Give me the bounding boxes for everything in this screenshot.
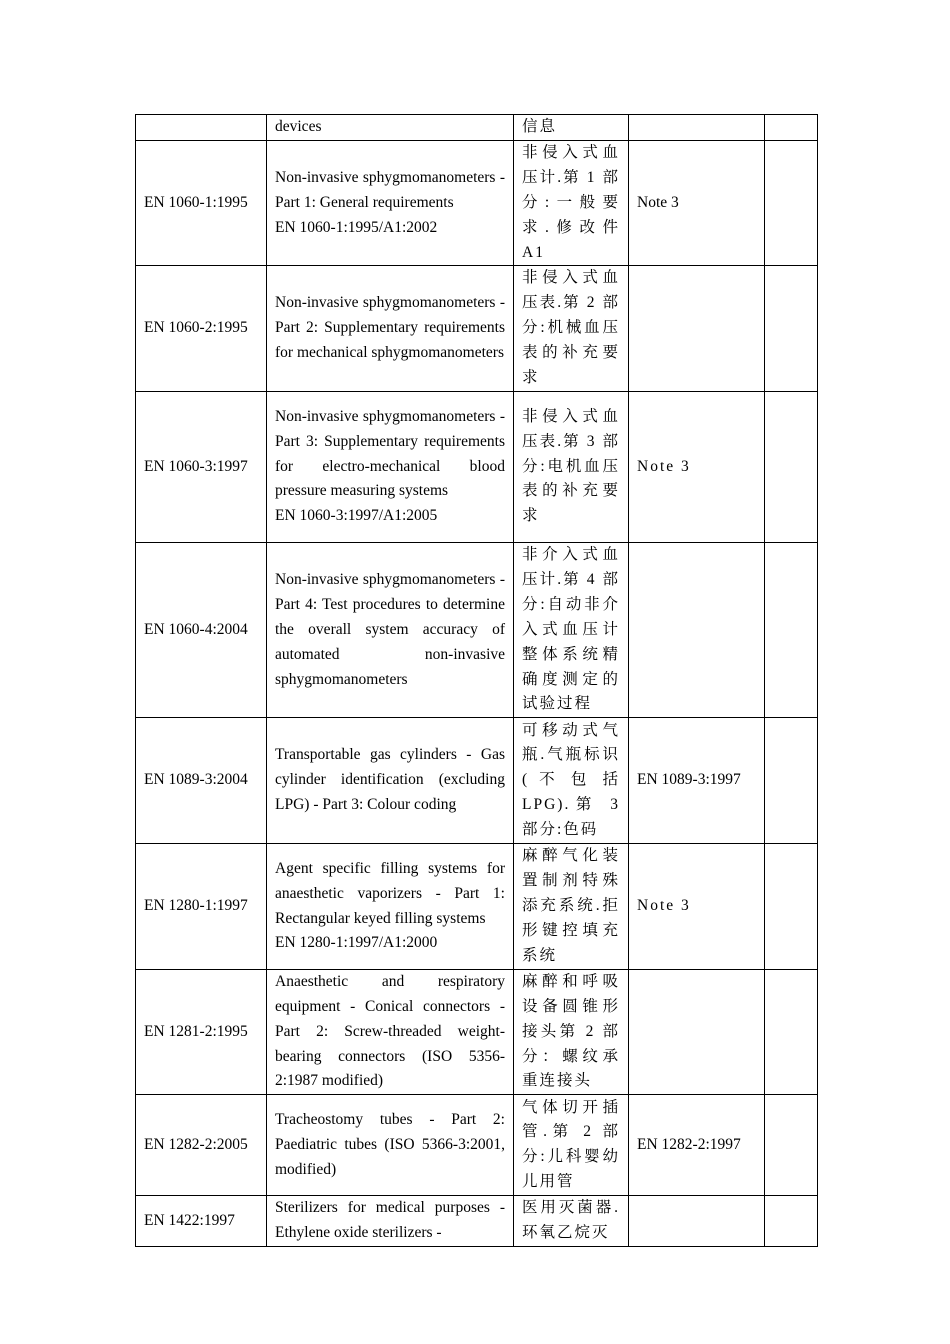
standard-code-cell: EN 1089-3:2004 xyxy=(136,718,267,844)
remarks-cell xyxy=(765,1095,818,1196)
table-row xyxy=(136,115,818,141)
chinese-title-line: 非侵入式血压表.第 2 部分:机械血压表的补充要求 xyxy=(522,269,620,387)
english-title-line: EN 1060-3:1997/A1:2005 xyxy=(275,507,438,525)
chinese-title-line: 麻醉和呼吸设备圆锥形接头第 2 部分：螺纹承重连接头 xyxy=(522,972,620,1090)
remarks-cell xyxy=(765,1196,818,1247)
english-title-cell xyxy=(267,391,514,542)
english-title-line: Non-invasive sphygmomanometers - Part 1: General requirements xyxy=(275,168,505,211)
standard-code-cell: EN 1282-2:2005 xyxy=(136,1095,267,1196)
standard-code-cell: EN 1060-2:1995 xyxy=(136,266,267,392)
chinese-title-cell xyxy=(514,844,629,970)
english-title-cell xyxy=(267,844,514,970)
table-row xyxy=(136,844,818,970)
chinese-title-line: 麻醉气化装置制剂特殊添充系统.拒形键控填充系统 xyxy=(522,847,620,964)
replaced-standard-cell xyxy=(629,969,765,1095)
chinese-title-line: 非介入式血压计.第 4 部分:自动非介入式血压计整体系统精确度测定的试验过程 xyxy=(522,545,620,713)
english-title-line: Non-invasive sphygmomanometers - Part 3: Supplementary requirements for electro-mechanical blood pressure measuring systems xyxy=(275,407,505,500)
chinese-title-line: 非侵入式血压表.第 3 部分:电机血压表的补充要求 xyxy=(522,407,620,525)
table-row xyxy=(136,1196,818,1247)
remarks-cell xyxy=(765,542,818,717)
remarks-cell xyxy=(765,115,818,141)
remarks-cell xyxy=(765,266,818,392)
standard-code-cell: EN 1060-4:2004 xyxy=(136,542,267,717)
chinese-title-cell xyxy=(514,1095,629,1196)
standard-code-cell: EN 1280-1:1997 xyxy=(136,844,267,970)
english-title-line: Non-invasive sphygmomanometers - Part 4: Test procedures to determine the overall system accuracy of automated non-invasive sphygmomanometers xyxy=(275,570,505,688)
replaced-standard-cell xyxy=(629,115,765,141)
table-row xyxy=(136,140,818,266)
english-title-cell xyxy=(267,1095,514,1196)
table-row xyxy=(136,718,818,844)
english-title-line: Anaesthetic and respiratory equipment - Conical connectors - Part 2: Screw-threaded weight-bearing connectors (ISO 5356-2:1987 modified) xyxy=(275,972,505,1090)
english-title-cell xyxy=(267,115,514,141)
english-title-cell xyxy=(267,718,514,844)
table-row xyxy=(136,266,818,392)
standard-code-cell: EN 1060-3:1997 xyxy=(136,391,267,542)
english-title-cell xyxy=(267,140,514,266)
english-title-line: EN 1060-1:1995/A1:2002 xyxy=(275,218,438,236)
replaced-standard-cell: Note 3 xyxy=(629,391,765,542)
english-title-cell xyxy=(267,266,514,392)
chinese-title-cell xyxy=(514,1196,629,1247)
chinese-title-line: 气体切开插管.第 2 部分:儿科婴幼儿用管 xyxy=(522,1098,620,1191)
table-row xyxy=(136,969,818,1095)
table-row xyxy=(136,542,818,717)
replaced-standard-cell xyxy=(629,266,765,392)
chinese-title-cell xyxy=(514,542,629,717)
english-title-cell xyxy=(267,542,514,717)
replaced-standard-cell: EN 1282-2:1997 xyxy=(629,1095,765,1196)
chinese-title-cell xyxy=(514,391,629,542)
chinese-title-cell xyxy=(514,969,629,1095)
english-title-cell xyxy=(267,969,514,1095)
standard-code-cell xyxy=(136,115,267,141)
replaced-standard-cell xyxy=(629,1196,765,1247)
chinese-title-line: 医用灭菌器.环氧乙烷灭 xyxy=(522,1199,620,1242)
remarks-cell xyxy=(765,391,818,542)
remarks-cell xyxy=(765,969,818,1095)
replaced-standard-cell: Note 3 xyxy=(629,844,765,970)
english-title-line: Agent specific filling systems for anaesthetic vaporizers - Part 1: Rectangular keyed filling systems xyxy=(275,859,505,927)
replaced-standard-cell xyxy=(629,542,765,717)
chinese-title-line: 可移动式气瓶.气瓶标识( 不 包 括 LPG).第 3 部分:色码 xyxy=(522,721,620,839)
standards-table xyxy=(135,114,818,1247)
remarks-cell xyxy=(765,140,818,266)
remarks-cell xyxy=(765,718,818,844)
table-row xyxy=(136,391,818,542)
standard-code-cell: EN 1060-1:1995 xyxy=(136,140,267,266)
chinese-title-line: 非侵入式血压计.第 1 部分:一般要求.修改件 A1 xyxy=(522,143,620,261)
english-title-line: Transportable gas cylinders - Gas cylinder identification (excluding LPG) - Part 3: Colour coding xyxy=(275,746,505,814)
remarks-cell xyxy=(765,844,818,970)
replaced-standard-cell: EN 1089-3:1997 xyxy=(629,718,765,844)
english-title-cell xyxy=(267,1196,514,1247)
english-title-line: Non-invasive sphygmomanometers - Part 2: Supplementary requirements for mechanical sphygmomanometers xyxy=(275,294,505,362)
chinese-title-cell xyxy=(514,115,629,141)
english-title-line: Sterilizers for medical purposes - Ethylene oxide sterilizers - xyxy=(275,1199,505,1242)
replaced-standard-cell: Note 3 xyxy=(629,140,765,266)
chinese-title-line: 信息 xyxy=(522,118,558,135)
chinese-title-cell xyxy=(514,140,629,266)
english-title-line: EN 1280-1:1997/A1:2000 xyxy=(275,934,438,952)
standards-table-body xyxy=(136,115,818,1247)
english-title-line: Tracheostomy tubes - Part 2: Paediatric tubes (ISO 5366-3:2001, modified) xyxy=(275,1111,505,1178)
chinese-title-cell xyxy=(514,266,629,392)
standard-code-cell: EN 1422:1997 xyxy=(136,1196,267,1247)
standard-code-cell: EN 1281-2:1995 xyxy=(136,969,267,1095)
english-title-line: devices xyxy=(275,118,322,135)
table-row xyxy=(136,1095,818,1196)
chinese-title-cell xyxy=(514,718,629,844)
